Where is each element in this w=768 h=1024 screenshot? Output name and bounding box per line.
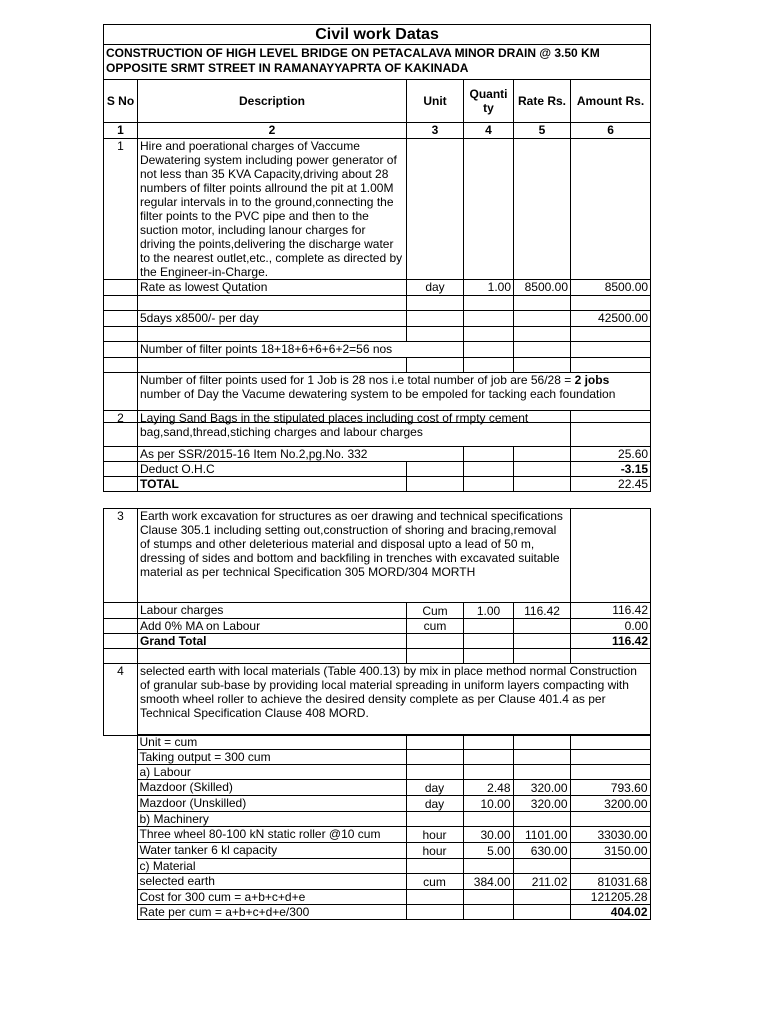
- table-row: [103, 780, 650, 796]
- row-amount: 81031.68: [570, 874, 650, 890]
- table-row: [104, 634, 651, 649]
- row-description: Three wheel 80-100 kN static roller @10 cum: [137, 827, 406, 843]
- row-amount: 404.02: [570, 905, 650, 920]
- table-row: [104, 311, 651, 327]
- row-description: Labour charges: [138, 603, 407, 619]
- row-description: Rate per cum = a+b+c+d+e/300: [137, 905, 406, 920]
- table-row: [103, 905, 650, 920]
- item-number: 2: [104, 411, 138, 447]
- row-quantity: 30.00: [463, 827, 513, 843]
- col-number: 5: [514, 123, 571, 139]
- header-row: [104, 80, 651, 123]
- col-number: 2: [138, 123, 407, 139]
- page-title: Civil work Datas: [104, 25, 651, 45]
- table-row: [103, 796, 650, 812]
- row-amount: 33030.00: [570, 827, 650, 843]
- row-rate: 630.00: [513, 843, 570, 859]
- sheet-table-1: [103, 24, 651, 423]
- row-quantity: 5.00: [463, 843, 513, 859]
- sheet-table-3: [103, 508, 651, 736]
- table-row: [104, 411, 651, 447]
- col-number: 3: [407, 123, 464, 139]
- row-rate: 8500.00: [514, 280, 571, 296]
- item-number: 4: [104, 664, 138, 736]
- table-row: [104, 447, 651, 462]
- header-sno: S No: [104, 80, 138, 123]
- row-amount: 0.00: [571, 619, 651, 634]
- row-amount: 121205.28: [570, 890, 650, 905]
- table-row: [104, 462, 651, 477]
- row-description: TOTAL: [138, 477, 407, 492]
- row-amount: 8500.00: [571, 280, 651, 296]
- table-row: [104, 139, 651, 280]
- row-unit: day: [406, 796, 463, 812]
- section-heading: b) Machinery: [137, 812, 406, 827]
- item-number: 3: [104, 509, 138, 603]
- row-description: Number of filter points 18+18+6+6+6+2=56 nos: [138, 342, 464, 358]
- row-amount: 3150.00: [570, 843, 650, 859]
- sheet-table-2: [103, 410, 651, 492]
- table-row: [104, 664, 651, 736]
- row-rate: 320.00: [513, 780, 570, 796]
- row-amount: 25.60: [571, 447, 651, 462]
- col-number: 6: [571, 123, 651, 139]
- row-description: Rate as lowest Qutation: [138, 280, 407, 296]
- item-number: 1: [104, 139, 138, 280]
- row-quantity: 384.00: [463, 874, 513, 890]
- table-row: [104, 619, 651, 634]
- table-row: [103, 827, 650, 843]
- item-description: Earth work excavation for structures as oer drawing and technical specifications Clause 305.1 including setting out,construction of shoring and bracing,removal of stumps and other deleterious material and disposal upto a lead of 50 m, dressing of sides and bottom and backfiling in trenches with excavated suitable material as per technical Specification 305 MORD/304 MORTH: [138, 509, 571, 603]
- row-description: Mazdoor (Unskilled): [137, 796, 406, 812]
- table-row: [103, 812, 650, 827]
- row-unit: day: [406, 780, 463, 796]
- row-description: Add 0% MA on Labour: [138, 619, 407, 634]
- row-amount: -3.15: [571, 462, 651, 477]
- row-description: Deduct O.H.C: [138, 462, 407, 477]
- header-quantity: Quanti ty: [464, 80, 514, 123]
- item-description: Laying Sand Bags in the stipulated places including cost of rmpty cement bag,sand,thread,stiching charges and labour charges: [138, 411, 571, 447]
- row-description: Water tanker 6 kl capacity: [137, 843, 406, 859]
- table-row: [104, 603, 651, 619]
- row-amount: 3200.00: [570, 796, 650, 812]
- row-rate: 211.02: [513, 874, 570, 890]
- header-description: Description: [138, 80, 407, 123]
- row-amount: 116.42: [571, 634, 651, 649]
- table-row: [103, 750, 650, 765]
- row-amount: 22.45: [571, 477, 651, 492]
- header-rate: Rate Rs.: [514, 80, 571, 123]
- row-amount: 793.60: [570, 780, 650, 796]
- row-description: Cost for 300 cum = a+b+c+d+e: [137, 890, 406, 905]
- row-unit: hour: [406, 843, 463, 859]
- row-unit: Cum: [407, 603, 464, 619]
- row-description: As per SSR/2015-16 Item No.2,pg.No. 332: [138, 447, 464, 462]
- row-unit: cum: [407, 619, 464, 634]
- table-row: [103, 874, 650, 890]
- section-heading: a) Labour: [137, 765, 406, 780]
- item-description: selected earth with local materials (Table 400.13) by mix in place method normal Construction of granular sub-base by providing local material spreading in uniform layers compacting with smooth wheel roller to achieve the desired density complete as per Clause 401.4 as per Technical Specification Clause 408 MORD.: [138, 664, 651, 736]
- row-description: Taking output = 300 cum: [137, 750, 406, 765]
- table-row: [103, 765, 650, 780]
- row-quantity: 10.00: [463, 796, 513, 812]
- row-amount: 42500.00: [571, 311, 651, 327]
- project-name: CONSTRUCTION OF HIGH LEVEL BRIDGE ON PETACALAVA MINOR DRAIN @ 3.50 KM OPPOSITE SRMT STREET IN RAMANAYYAPRTA OF KAKINADA: [104, 45, 651, 80]
- table-row: [104, 280, 651, 296]
- table-row: [103, 735, 650, 750]
- row-quantity: 1.00: [464, 603, 514, 619]
- row-rate: 320.00: [513, 796, 570, 812]
- row-quantity: 2.48: [463, 780, 513, 796]
- col-number: 4: [464, 123, 514, 139]
- row-rate: 1101.00: [513, 827, 570, 843]
- item-description: Hire and poerational charges of Vaccume Dewatering system including power generator of not less than 35 KVA Capacity,driving about 28 numbers of filter points allround the pit at 1.00M regular intervals in to the ground,connecting the filter points to the PVC pipe and then to the suction motor, including lanour charges for driving the points,delivering the discharge water to the nearest outlet,etc., complete as directed by the Engineer-in-Charge.: [138, 139, 407, 280]
- row-quantity: 1.00: [464, 280, 514, 296]
- row-unit: day: [407, 280, 464, 296]
- table-row: [104, 477, 651, 492]
- table-row: [104, 342, 651, 358]
- row-description: Grand Total: [138, 634, 407, 649]
- row-description: Mazdoor (Skilled): [137, 780, 406, 796]
- table-row: [104, 509, 651, 603]
- sheet-table-4: [103, 734, 651, 920]
- table-row: [103, 859, 650, 874]
- header-unit: Unit: [407, 80, 464, 123]
- table-row: [103, 843, 650, 859]
- row-description: 5days x8500/- per day: [138, 311, 407, 327]
- table-row: [103, 890, 650, 905]
- row-unit: hour: [406, 827, 463, 843]
- section-heading: c) Material: [137, 859, 406, 874]
- header-amount: Amount Rs.: [571, 80, 651, 123]
- row-amount: 116.42: [571, 603, 651, 619]
- col-number: 1: [104, 123, 138, 139]
- column-number-row: [104, 123, 651, 139]
- item-note: Number of filter points used for 1 Job is 28 nos i.e total number of job are 56/28 = 2 jobs number of Day the Vacume dewatering system to be empoled for tacking each foundation: [138, 373, 651, 423]
- row-rate: 116.42: [514, 603, 571, 619]
- row-description: selected earth: [137, 874, 406, 890]
- row-description: Unit = cum: [137, 735, 406, 750]
- row-unit: cum: [406, 874, 463, 890]
